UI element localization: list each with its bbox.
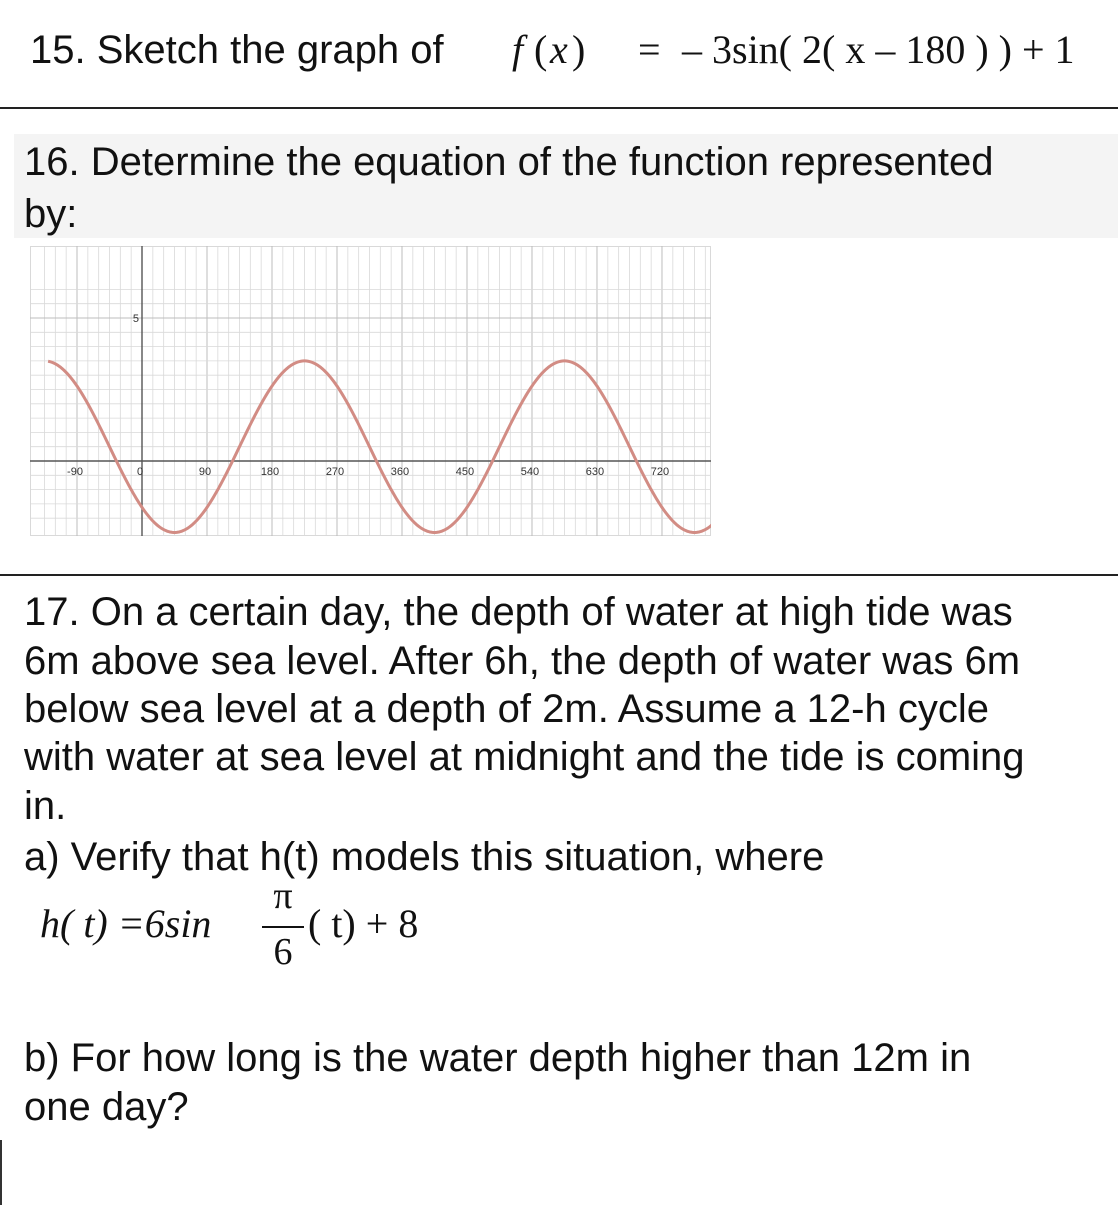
q17-line-2: 6m above sea level. After 6h, the depth of water was 6m xyxy=(24,639,1021,683)
q15-paren-open: ( xyxy=(534,27,548,72)
q17-part-b-line-2: one day? xyxy=(24,1085,189,1129)
x-tick-label: 360 xyxy=(390,466,410,478)
q17-line-3: below sea level at a depth of 2m. Assume a 12-h cycle xyxy=(24,687,989,731)
formula-rest: ( t) + 8 xyxy=(308,901,419,946)
question-15 xyxy=(30,22,1118,78)
divider-top xyxy=(0,107,1118,109)
q15-x: x xyxy=(550,27,568,72)
graph-svg xyxy=(30,246,711,536)
y-tick-label: 5 xyxy=(132,313,139,325)
formula-lhs: h( t) =6sin xyxy=(40,901,212,946)
q17-part-a: a) Verify that h(t) models this situation, where xyxy=(24,835,825,879)
x-tick-label: -90 xyxy=(67,466,83,478)
q15-f: f xyxy=(512,27,524,72)
x-tick-label: 720 xyxy=(650,466,670,478)
q15-label: 15. Sketch the graph of xyxy=(30,28,444,72)
formula-denominator: 6 xyxy=(273,931,293,973)
x-tick-label: 630 xyxy=(585,466,605,478)
formula-numerator: π xyxy=(273,875,293,917)
q17-line-1: 17. On a certain day, the depth of water at high tide was xyxy=(24,590,1013,634)
left-margin-line xyxy=(0,1140,2,1205)
x-tick-label: 450 xyxy=(455,466,475,478)
q16-line2: by: xyxy=(24,192,78,236)
divider-middle xyxy=(0,574,1118,576)
x-tick-label: 180 xyxy=(260,466,280,478)
q16-line1: 16. Determine the equation of the function represented xyxy=(24,140,994,184)
graph xyxy=(30,246,711,536)
x-tick-label: 90 xyxy=(198,466,212,478)
q15-equals: = xyxy=(638,27,661,72)
q17-line-5: in. xyxy=(24,784,67,828)
x-tick-label: 270 xyxy=(325,466,345,478)
tick-labels xyxy=(67,313,669,478)
formula-h-t xyxy=(40,875,520,980)
q15-rhs: – 3sin( 2( x – 180 ) ) + 1 xyxy=(682,27,1075,72)
q15-paren-close: ) xyxy=(572,27,586,72)
formula-fraction-bar xyxy=(262,926,304,928)
x-tick-label: 540 xyxy=(520,466,540,478)
q17-line-4: with water at sea level at midnight and the tide is coming xyxy=(24,735,1025,779)
x-tick-label: 0 xyxy=(136,466,144,478)
q17-part-b-line-1: b) For how long is the water depth higher than 12m in xyxy=(24,1036,972,1080)
